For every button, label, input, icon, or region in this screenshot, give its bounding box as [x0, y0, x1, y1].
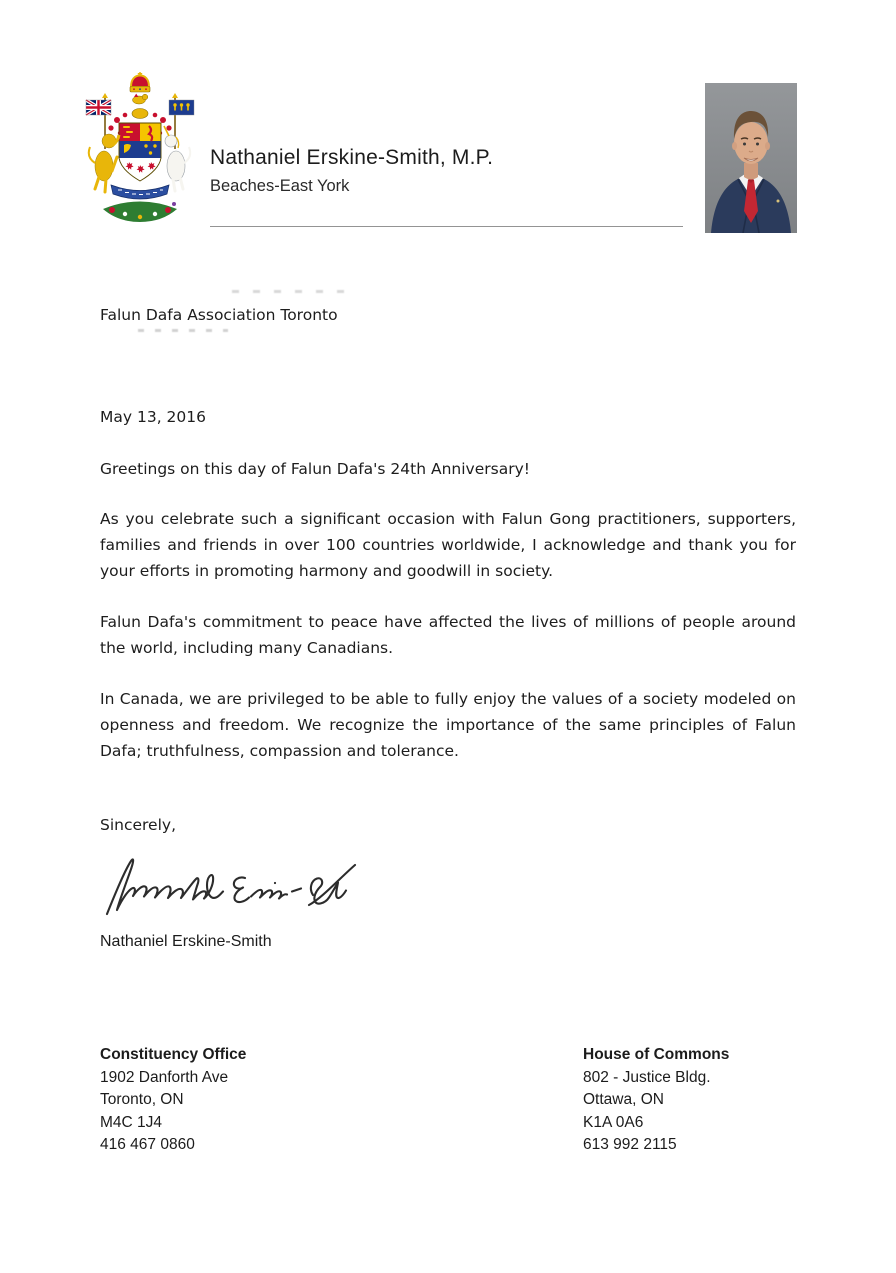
unicorn-supporter [164, 126, 190, 191]
mp-name: Nathaniel Erskine-Smith, M.P. [210, 146, 494, 169]
house-of-commons-block [583, 1044, 729, 1157]
date-line: May 13, 2016 [100, 408, 206, 426]
helm [132, 109, 148, 119]
union-jack-flag [86, 100, 111, 115]
lion-supporter [89, 134, 119, 192]
canada-coat-of-arms-icon [85, 70, 195, 227]
royal-crown [130, 72, 150, 92]
header-divider [210, 226, 683, 227]
constituency-office-phone-line: 416 467 0860 [100, 1136, 195, 1153]
constituency-office-address-line: 1902 Danforth Ave [100, 1068, 229, 1086]
crest-lion [133, 94, 148, 104]
header-name-block [210, 146, 493, 196]
house-of-commons-postal-line: K1A 0A6 [583, 1113, 644, 1131]
paragraph-1: As you celebrate such a significant occasion with Falun Gong practitioners, supporters, families and friends in over 100 countries worldwide, I acknowledge and thank you for your efforts in promoting harmony and goodwill in society. [100, 510, 796, 580]
closing-line: Sincerely, [100, 816, 177, 834]
constituency-office-block [100, 1044, 246, 1157]
constituency-office-city-line: Toronto, ON [100, 1091, 184, 1108]
redacted-address-smudge-top [232, 290, 350, 293]
recipient-line: Falun Dafa Association Toronto [100, 306, 338, 324]
greeting-line: Greetings on this day of Falun Dafa's 24th Anniversary! [100, 460, 530, 478]
paragraph-2: Falun Dafa's commitment to peace have affected the lives of millions of people around the world, including many Canadians. [100, 613, 796, 657]
floral-base [103, 202, 177, 223]
motto-ribbon [111, 185, 169, 199]
redacted-address-smudge-bottom [138, 329, 228, 332]
shield [119, 123, 161, 181]
house-of-commons-title: House of Commons [583, 1046, 730, 1063]
constituency-office-title: Constituency Office [100, 1046, 247, 1063]
constituency-office-postal-line: M4C 1J4 [100, 1113, 163, 1131]
signature-typed-name: Nathaniel Erskine-Smith [100, 933, 272, 950]
house-of-commons-address-line: 802 - Justice Bldg. [583, 1068, 711, 1086]
paragraph-3: In Canada, we are privileged to be able to fully enjoy the values of a society modeled on openness and freedom. We recognize the importance of the same principles of Falun Dafa; truthfulness, compassion and tolerance. [100, 690, 796, 760]
mp-riding: Beaches-East York [210, 177, 350, 195]
house-of-commons-phone-line: 613 992 2115 [583, 1136, 677, 1153]
fleur-de-lis-flag [169, 100, 194, 115]
handwritten-signature [103, 852, 361, 920]
mp-portrait-photo [705, 83, 797, 233]
house-of-commons-city-line: Ottawa, ON [583, 1091, 664, 1108]
